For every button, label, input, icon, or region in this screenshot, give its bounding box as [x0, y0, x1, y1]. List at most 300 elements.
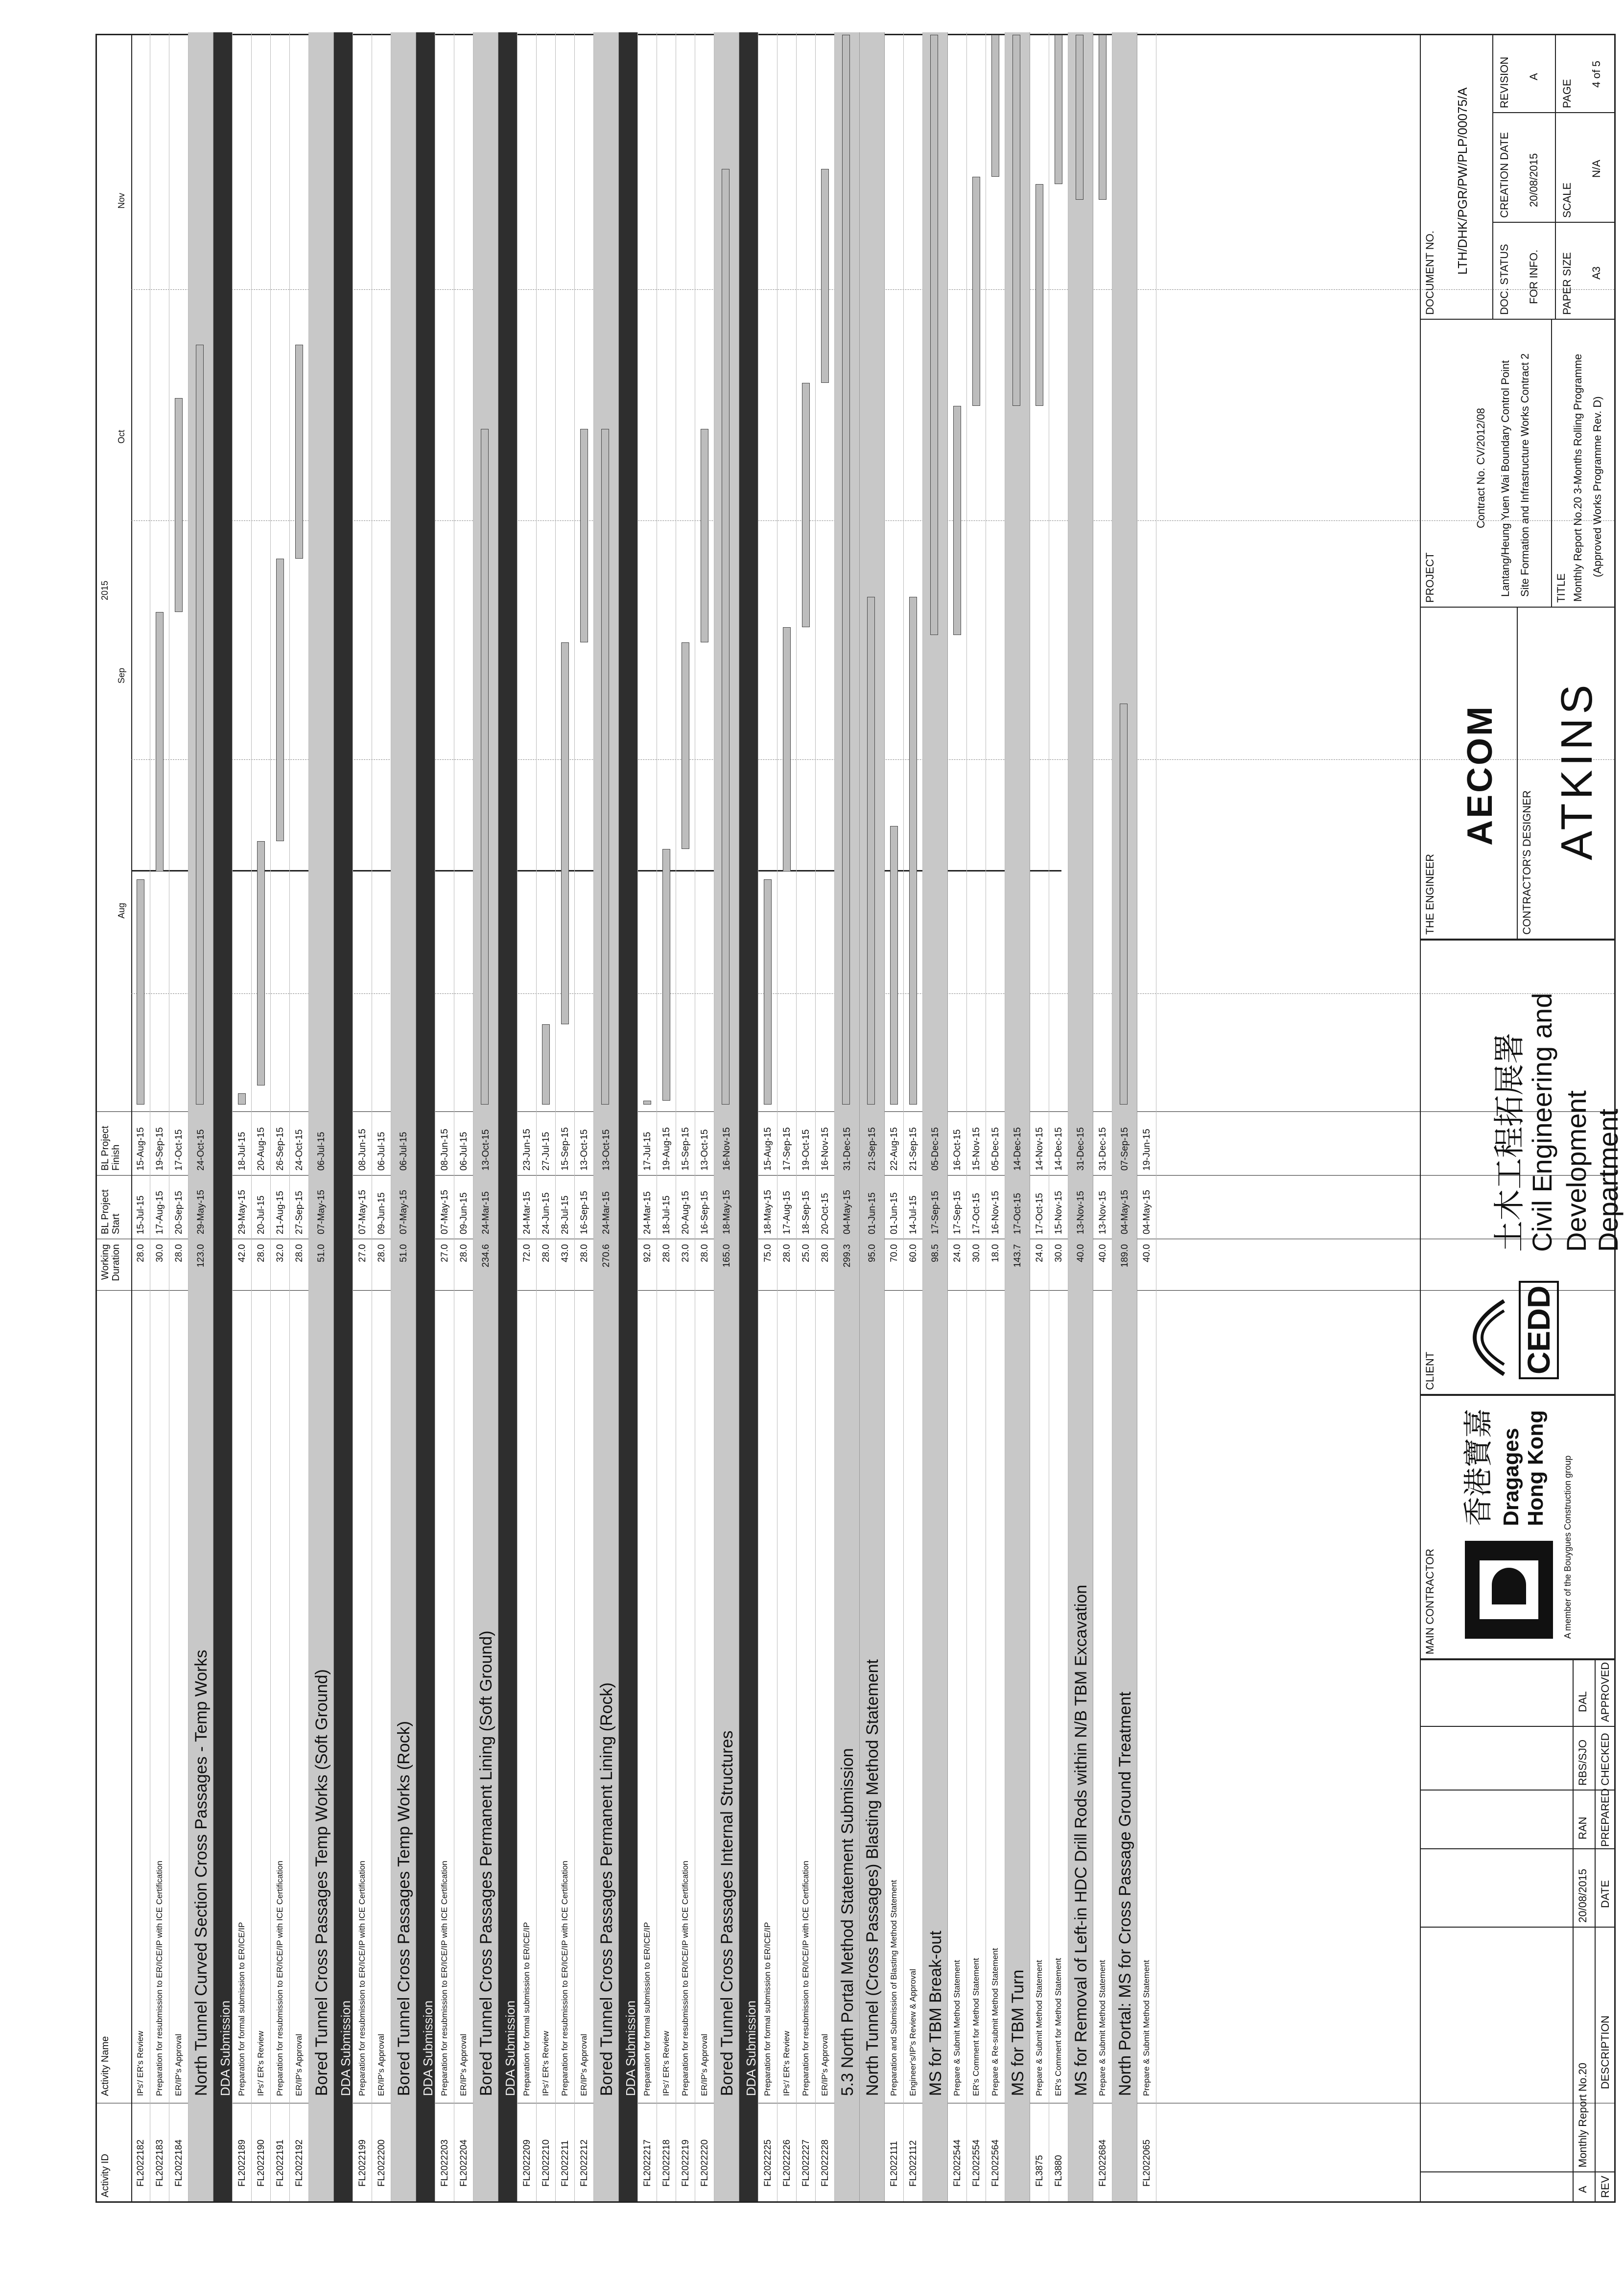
activity-id: FL2022182 [136, 2139, 146, 2187]
wbs-header-row [594, 32, 619, 2201]
engineer-block [1420, 607, 1518, 940]
activity-row [233, 32, 252, 2201]
activity-duration: 270.6 [601, 1244, 612, 1268]
activity-name: ER/IP's Approval [459, 2033, 468, 2096]
activity-row [271, 32, 290, 2201]
activity-name: IPs'/ ER's Review [136, 2030, 145, 2096]
activity-finish: 14-Nov-15 [1035, 1127, 1045, 1171]
activity-finish: 21-Sep-15 [867, 1127, 877, 1171]
activity-duration: 70.0 [889, 1244, 899, 1262]
activity-row [1030, 32, 1049, 2201]
activity-start: 17-Sep-15 [952, 1191, 963, 1234]
activity-row [1049, 32, 1068, 2201]
wbs-header-row [1112, 32, 1137, 2201]
activity-id: FL2022564 [990, 2139, 1001, 2187]
activity-duration: 24.0 [1035, 1244, 1045, 1262]
activity-row [290, 32, 309, 2201]
activity-name: Engineer's/IP's Review & Approval [908, 1969, 918, 2096]
paper-size-label: PAPER SIZE [1561, 252, 1573, 315]
project-label: PROJECT [1424, 552, 1436, 603]
gantt-bar [561, 642, 569, 1024]
gantt-bar [1120, 704, 1128, 1105]
activity-row [454, 32, 473, 2201]
activity-finish: 14-Dec-15 [1012, 1127, 1023, 1171]
activity-duration: 28.0 [174, 1244, 184, 1262]
activity-start: 04-May-15 [842, 1190, 852, 1234]
revision-value: A [1528, 73, 1540, 80]
activity-finish: 24-Oct-15 [294, 1129, 305, 1171]
activity-finish: 17-Oct-15 [174, 1129, 184, 1171]
title-label: TITLE [1555, 573, 1567, 603]
activity-name: ER/IP's Approval [294, 2033, 304, 2096]
activity-row [556, 32, 575, 2201]
gantt-bar [276, 559, 284, 841]
gantt-bar [1076, 35, 1083, 200]
title-block [1420, 34, 1624, 2203]
wbs-header-row [309, 32, 334, 2201]
wbs-header-row [391, 32, 416, 2201]
date-header: DATE [1599, 1880, 1611, 1908]
activity-row [695, 32, 714, 2201]
activity-duration: 28.0 [661, 1244, 672, 1262]
rev-checked: RBS/SJO [1577, 1739, 1589, 1786]
activity-name: DDA Submission [338, 2000, 353, 2096]
activity-name: ER's Comment for Method Statement [971, 1958, 981, 2096]
activity-duration: 28.0 [820, 1244, 830, 1262]
client-chinese-name: 土木工程拓展署 [1492, 1033, 1527, 1252]
submission-band-row [416, 32, 435, 2201]
activity-duration: 28.0 [377, 1244, 387, 1262]
activity-name: Bored Tunnel Cross Passages Permanent Lining (Soft Ground) [477, 1630, 495, 2096]
activity-finish: 06-Jul-15 [377, 1131, 387, 1171]
activity-name: Bored Tunnel Cross Passages Temp Works (Rock) [395, 1721, 413, 2096]
rev-date: 20/08/2015 [1577, 1868, 1589, 1923]
activity-name: North Tunnel (Cross Passages) Blasting Method Statement [863, 1659, 882, 2096]
month-aug: Aug [117, 902, 126, 919]
project-block [1420, 319, 1552, 608]
activity-duration: 28.0 [256, 1244, 266, 1262]
checked-header: CHECKED [1599, 1733, 1611, 1786]
activity-id: FL2022227 [801, 2139, 811, 2187]
description-header: DESCRIPTION [1599, 2015, 1611, 2089]
doc-status-cell [1492, 222, 1556, 320]
gantt-bar [643, 1101, 651, 1105]
activity-row [435, 32, 454, 2201]
activity-finish: 31-Dec-15 [1076, 1127, 1086, 1171]
activity-start: 14-Jul-15 [908, 1195, 918, 1234]
activity-start: 17-Oct-15 [1012, 1193, 1023, 1234]
revision-label: REVISION [1498, 56, 1510, 108]
activity-duration: 42.0 [237, 1244, 247, 1262]
gantt-bar [890, 826, 898, 1105]
client-abbreviation: CEDD [1519, 1281, 1559, 1379]
activity-id: FL3875 [1035, 2155, 1045, 2187]
activity-finish: 19-Oct-15 [801, 1129, 811, 1171]
project-line-3: Site Formation and Infrastructure Works Contract 2 [1519, 353, 1531, 597]
activity-finish: 17-Sep-15 [782, 1127, 792, 1171]
activity-id: FL2022204 [459, 2139, 469, 2187]
activity-name: IPs'/ ER's Review [782, 2030, 791, 2096]
activity-row [252, 32, 271, 2201]
document-no-block [1420, 34, 1493, 320]
activity-name: Bored Tunnel Cross Passages Permanent Lining (Rock) [597, 1682, 616, 2096]
activity-name: Bored Tunnel Cross Passages Internal Structures [718, 1730, 736, 2096]
gantt-bar [580, 429, 588, 643]
activity-id: FL2022211 [560, 2140, 570, 2187]
activity-duration: 28.0 [294, 1244, 305, 1262]
approved-header: APPROVED [1599, 1662, 1611, 1722]
activity-finish: 23-Jun-15 [522, 1129, 532, 1171]
activity-row [131, 32, 150, 2201]
submission-band-row [213, 32, 233, 2201]
page-cell [1555, 34, 1616, 113]
engineer-label: THE ENGINEER [1424, 853, 1436, 935]
activity-duration: 28.0 [459, 1244, 469, 1262]
activity-name: Preparation for formal submission to ER/ICE/IP [642, 1922, 652, 2096]
title-line-1: Monthly Report No.20 3-Months Rolling Programme [1572, 354, 1584, 602]
activity-start: 29-May-15 [196, 1190, 206, 1234]
activity-row [150, 32, 169, 2201]
activity-id: FL2022184 [174, 2139, 184, 2187]
activity-name: MS for TBM Break-out [926, 1931, 945, 2096]
gantt-bar [662, 849, 670, 1101]
activity-name: Preparation for resubmission to ER/ICE/IP with ICE Certification [801, 1861, 810, 2096]
paper-size: A3 [1590, 266, 1602, 280]
activity-finish: 15-Aug-15 [136, 1127, 146, 1171]
activity-name: IPs'/ ER's Review [541, 2030, 550, 2096]
activity-id: FL2022189 [237, 2139, 247, 2187]
gantt-bar [196, 345, 204, 1105]
activity-start: 01-Jun-15 [867, 1192, 877, 1234]
activity-duration: 51.0 [316, 1244, 327, 1262]
gantt-bar [802, 383, 810, 627]
activity-start: 29-May-15 [237, 1190, 247, 1234]
activity-start: 07-May-15 [316, 1190, 327, 1234]
activity-duration: 28.0 [579, 1244, 589, 1262]
programme-frame [95, 34, 1616, 2203]
activity-start: 28-Jul-15 [560, 1195, 570, 1234]
gantt-bar [867, 597, 875, 1105]
activity-finish: 08-Jun-15 [440, 1129, 450, 1171]
activity-name: Preparation for resubmission to ER/ICE/IP with ICE Certification [357, 1861, 367, 2096]
activity-name: Prepare & Submit Method Statement [1098, 1960, 1107, 2096]
activity-row [986, 32, 1005, 2201]
gantt-bar [481, 429, 489, 1105]
client-block [1420, 940, 1624, 1395]
column-header [97, 35, 132, 2201]
activity-finish: 13-Oct-15 [601, 1129, 612, 1171]
activity-finish: 16-Oct-15 [952, 1129, 963, 1171]
activity-name: DDA Submission [623, 2000, 638, 2096]
rev-value: A [1577, 2186, 1589, 2193]
activity-finish: 15-Aug-15 [763, 1127, 773, 1171]
activity-finish: 19-Aug-15 [661, 1127, 672, 1171]
gantt-bar [238, 1093, 246, 1105]
activity-name: ER/IP's Approval [174, 2033, 183, 2096]
activity-start: 04-May-15 [1120, 1190, 1130, 1234]
revision-cell [1492, 34, 1556, 113]
contractor-subtitle: A member of the Bouygues Construction group [1563, 1455, 1573, 1639]
designer-name: ATKINS [1553, 681, 1601, 860]
contractor-name-1: Dragages [1499, 1428, 1523, 1526]
activity-start: 17-Oct-15 [971, 1193, 982, 1234]
activity-id: FL3880 [1054, 2155, 1064, 2187]
activity-row [676, 32, 695, 2201]
wbs-header-row [923, 32, 948, 2201]
activity-duration: 28.0 [136, 1244, 146, 1262]
activity-start: 17-Aug-15 [155, 1191, 165, 1234]
activity-start: 20-Aug-15 [681, 1191, 691, 1234]
activity-name: Preparation for formal submission to ER/ICE/IP [522, 1922, 531, 2096]
submission-band-row [619, 32, 638, 2201]
activity-row [537, 32, 556, 2201]
activity-start: 16-Sep-15 [579, 1191, 589, 1234]
activity-start: 24-Jun-15 [541, 1192, 551, 1234]
activity-finish: 31-Dec-15 [842, 1127, 852, 1171]
activity-finish: 15-Sep-15 [560, 1127, 570, 1171]
activity-finish: 13-Oct-15 [700, 1129, 710, 1171]
activity-start: 17-Sep-15 [930, 1191, 941, 1234]
activity-finish: 06-Jul-15 [316, 1131, 327, 1171]
activity-name: Preparation for formal submission to ER/ICE/IP [237, 1922, 246, 2096]
gantt-bar [991, 35, 999, 177]
submission-band-row [498, 32, 518, 2201]
submission-band-row [334, 32, 353, 2201]
activity-duration: 75.0 [763, 1244, 773, 1262]
gantt-bar [909, 597, 917, 1105]
activity-start: 17-Oct-15 [1035, 1193, 1045, 1234]
creation-date-cell [1492, 112, 1556, 223]
activity-duration: 23.0 [681, 1244, 691, 1262]
activity-id: FL2022220 [700, 2139, 710, 2187]
activity-name: MS for TBM Turn [1009, 1969, 1027, 2096]
contractor-chinese-name: 香港寶嘉 [1462, 1409, 1495, 1526]
gantt-bar [682, 642, 689, 848]
gantt-bar [821, 169, 829, 383]
activity-duration: 27.0 [440, 1244, 450, 1262]
submission-band-row [739, 32, 758, 2201]
activity-start: 18-Sep-15 [801, 1191, 811, 1234]
activity-finish: 26-Sep-15 [275, 1127, 285, 1171]
gantt-bar [175, 398, 183, 612]
activity-finish: 06-Jul-15 [459, 1131, 469, 1171]
activity-name: Prepare & Submit Method Statement [1142, 1960, 1151, 2096]
activity-finish: 31-Dec-15 [1098, 1127, 1108, 1171]
gantt-bar [953, 406, 961, 635]
activity-duration: 18.0 [990, 1244, 1001, 1262]
activity-name: North Portal: MS for Cross Passage Ground Treatment [1116, 1692, 1134, 2096]
activity-row [816, 32, 835, 2201]
main-contractor-label: MAIN CONTRACTOR [1424, 1549, 1436, 1654]
activity-row [1137, 32, 1156, 2201]
gantt-bar [1036, 184, 1043, 405]
activity-start: 07-May-15 [357, 1190, 368, 1234]
doc-status: FOR INFO. [1528, 249, 1540, 304]
activity-duration: 234.6 [481, 1244, 491, 1268]
gantt-bar [1055, 35, 1062, 184]
activity-id: FL2022210 [541, 2139, 551, 2187]
activity-start: 24-Mar-15 [522, 1191, 532, 1234]
activity-duration: 92.0 [642, 1244, 653, 1262]
activity-duration: 30.0 [1054, 1244, 1064, 1262]
gantt-bar [842, 35, 850, 1105]
activity-start: 04-May-15 [1142, 1190, 1152, 1234]
activity-finish: 08-Jun-15 [357, 1129, 368, 1171]
activity-duration: 299.3 [842, 1244, 852, 1268]
activity-id: FL2022219 [681, 2139, 691, 2187]
activity-name: North Tunnel Curved Section Cross Passages - Temp Works [192, 1650, 211, 2096]
activity-row [758, 32, 777, 2201]
wbs-header-row [473, 32, 498, 2201]
activity-name: Preparation for resubmission to ER/ICE/IP with ICE Certification [681, 1861, 690, 2096]
activity-id: FL2022544 [952, 2139, 963, 2187]
activity-finish: 05-Dec-15 [930, 1127, 941, 1171]
gantt-bar [972, 177, 980, 406]
activity-finish: 17-Jul-15 [642, 1131, 653, 1171]
project-line-1: Contract No. CV/2012/08 [1475, 408, 1487, 528]
gantt-bar [295, 345, 303, 559]
activity-duration: 123.0 [196, 1244, 206, 1268]
activity-name: 5.3 North Portal Method Statement Submission [838, 1748, 857, 2096]
activity-duration: 60.0 [908, 1244, 918, 1262]
activity-name: Preparation for resubmission to ER/ICE/IP with ICE Certification [275, 1861, 284, 2096]
activity-finish: 21-Sep-15 [908, 1127, 918, 1171]
activity-start: 01-Jun-15 [889, 1192, 899, 1234]
activity-id: FL2022190 [256, 2139, 266, 2187]
activity-row [1093, 32, 1112, 2201]
designer-block [1517, 607, 1616, 940]
activity-start: 24-Mar-15 [481, 1191, 491, 1234]
activity-finish: 07-Sep-15 [1120, 1127, 1130, 1171]
activity-name: Preparation for resubmission to ER/ICE/IP with ICE Certification [155, 1861, 164, 2096]
activity-finish: 13-Oct-15 [579, 1129, 589, 1171]
activity-id: FL2022192 [294, 2139, 305, 2187]
activity-finish: 22-Aug-15 [889, 1127, 899, 1171]
activity-id: FL2022191 [275, 2139, 285, 2187]
activity-finish: 27-Jul-15 [541, 1131, 551, 1171]
project-line-2: Lantang/Heung Yuen Wai Boundary Control Point [1499, 360, 1511, 597]
activity-row [885, 32, 904, 2201]
activity-row [948, 32, 967, 2201]
activity-name: Bored Tunnel Cross Passages Temp Works (Soft Ground) [312, 1669, 331, 2096]
activity-finish: 05-Dec-15 [990, 1127, 1001, 1171]
activity-name: Prepare & Re-submit Method Statement [990, 1948, 1000, 2096]
activity-start: 18-Jul-15 [661, 1195, 672, 1234]
activity-start: 20-Oct-15 [820, 1193, 830, 1234]
client-name-1: Civil Engineering and [1527, 992, 1557, 1252]
activity-start: 13-Nov-15 [1098, 1191, 1108, 1234]
activity-duration: 40.0 [1076, 1244, 1086, 1262]
activity-row [372, 32, 391, 2201]
title-line-2: (Approved Works Programme Rev. D) [1591, 396, 1603, 577]
activity-row [797, 32, 816, 2201]
activity-duration: 32.0 [275, 1244, 285, 1262]
activity-start: 24-Mar-15 [642, 1191, 653, 1234]
activity-name: ER/IP's Approval [700, 2033, 709, 2096]
gantt-bar [1012, 35, 1020, 406]
activity-name: DDA Submission [744, 2000, 758, 2096]
title-box [1551, 319, 1616, 608]
activity-id: FL2022212 [579, 2139, 589, 2187]
activity-name: IPs'/ ER's Review [256, 2030, 265, 2096]
gantt-bar [156, 612, 164, 872]
activity-name: ER/IP's Approval [820, 2033, 829, 2096]
page-label: PAGE [1561, 79, 1573, 108]
activity-id: FL2022684 [1098, 2139, 1108, 2187]
activity-finish: 14-Dec-15 [1054, 1127, 1064, 1171]
month-sep: Sep [117, 667, 126, 683]
activity-id: FL2022554 [971, 2139, 982, 2187]
activity-name: Preparation and Submission of Blasting Method Statement [889, 1880, 898, 2096]
activity-duration: 28.0 [782, 1244, 792, 1262]
gantt-bar [783, 627, 791, 872]
activity-duration: 40.0 [1098, 1244, 1108, 1262]
activity-row [518, 32, 537, 2201]
activity-finish: 06-Jul-15 [399, 1131, 409, 1171]
wbs-header-row [1005, 32, 1030, 2201]
activity-start: 18-May-15 [763, 1190, 773, 1234]
activity-start: 15-Jul-15 [136, 1195, 146, 1234]
col-bl-finish: BL Project Finish [100, 1126, 121, 1171]
doc-status-label: DOC. STATUS [1498, 244, 1510, 315]
gantt-bar [542, 1024, 550, 1105]
activity-start: 15-Nov-15 [1054, 1191, 1064, 1234]
activity-duration: 165.0 [722, 1244, 732, 1268]
month-nov: Nov [117, 192, 126, 209]
activity-name: IPs'/ ER's Review [661, 2030, 671, 2096]
gantt-bar [764, 879, 772, 1105]
gantt-bar [601, 429, 609, 1105]
activity-start: 20-Jul-15 [256, 1195, 266, 1234]
wbs-header-row [1068, 32, 1093, 2201]
activity-finish: 16-Nov-15 [820, 1127, 830, 1171]
activity-name: DDA Submission [421, 2000, 435, 2096]
activity-name: Preparation for resubmission to ER/ICE/IP with ICE Certification [440, 1861, 449, 2096]
year-label: 2015 [100, 580, 110, 600]
activity-table [131, 32, 1156, 2201]
col-bl-start: BL Project Start [100, 1189, 121, 1234]
activity-row [904, 32, 923, 2201]
activity-id: FL2022217 [642, 2139, 653, 2187]
client-label: CLIENT [1424, 1351, 1436, 1390]
designer-label: CONTRACTOR'S DESIGNER [1521, 790, 1533, 935]
activity-id: FL2022209 [522, 2139, 532, 2187]
activity-start: 07-May-15 [440, 1190, 450, 1234]
gantt-bar [930, 35, 938, 635]
activity-finish: 19-Jun-15 [1142, 1129, 1152, 1171]
activity-start: 17-Aug-15 [782, 1191, 792, 1234]
activity-name: ER/IP's Approval [579, 2033, 588, 2096]
gantt-bar [1099, 35, 1106, 200]
activity-duration: 24.0 [952, 1244, 963, 1262]
activity-duration: 51.0 [399, 1244, 409, 1262]
activity-finish: 15-Sep-15 [681, 1127, 691, 1171]
scale-value: N/A [1590, 160, 1602, 178]
activity-id: FL2022226 [782, 2139, 792, 2187]
client-name-2: Development Department [1561, 1090, 1624, 1252]
wbs-header-row [860, 32, 885, 2201]
col-activity-name: Activity Name [100, 2036, 111, 2096]
scale-cell [1555, 112, 1616, 223]
activity-duration: 30.0 [155, 1244, 165, 1262]
engineer-name: AECOM [1460, 705, 1500, 846]
activity-duration: 30.0 [971, 1244, 982, 1262]
activity-id: FL2022203 [440, 2139, 450, 2187]
activity-start: 16-Nov-15 [990, 1191, 1001, 1234]
activity-row [657, 32, 676, 2201]
scale-label: SCALE [1561, 182, 1573, 218]
activity-start: 13-Nov-15 [1076, 1191, 1086, 1234]
